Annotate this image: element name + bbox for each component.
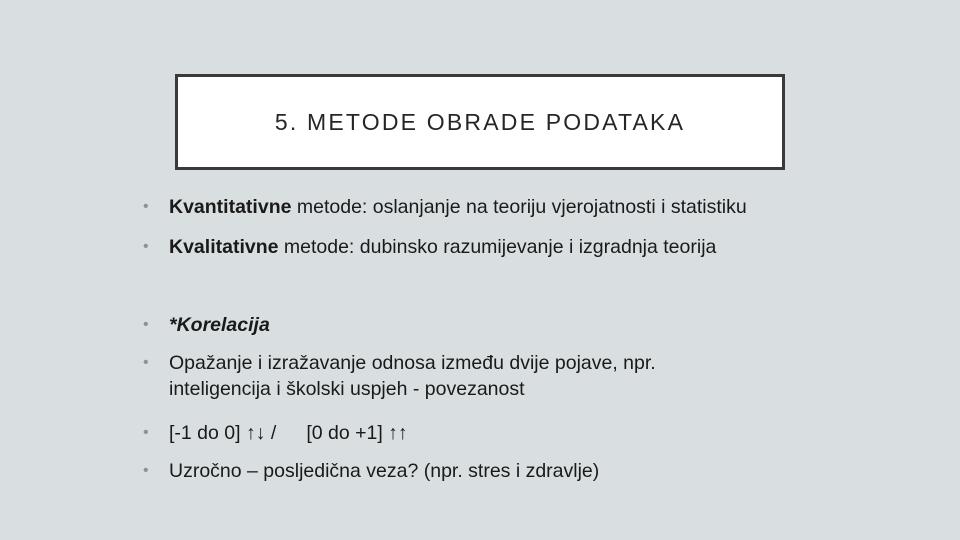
slide-title: 5. METODE OBRADE PODATAKA (274, 108, 686, 135)
term-quantitative: Kvantitativne (169, 196, 292, 218)
title-box (175, 74, 785, 170)
bullet-causality (143, 458, 599, 484)
causality-text: Uzročno – posljedična veza? (npr. stres i zdravlje) (169, 460, 600, 482)
observation-line-2: inteligencija i školski uspjeh - povezanost (169, 378, 525, 400)
bullet-range (143, 420, 408, 446)
observation-line-1: Opažanje i izražavanje odnosa između dvije pojave, npr. (169, 352, 656, 374)
bullet-correlation (143, 312, 270, 338)
term-correlation: *Korelacija (169, 314, 270, 336)
desc-quantitative: metode: oslanjanje na teoriju vjerojatnosti i statistiku (291, 196, 747, 218)
range-negative: [-1 do 0] ↑↓ / (169, 422, 277, 444)
desc-qualitative: metode: dubinsko razumijevanje i izgradnja teorija (278, 236, 717, 258)
bullet-observation (143, 350, 656, 402)
term-qualitative: Kvalitativne (169, 236, 279, 258)
bullet-quantitative (143, 194, 747, 220)
range-positive: [0 do +1] ↑↑ (306, 422, 408, 444)
bullet-qualitative (143, 234, 716, 260)
